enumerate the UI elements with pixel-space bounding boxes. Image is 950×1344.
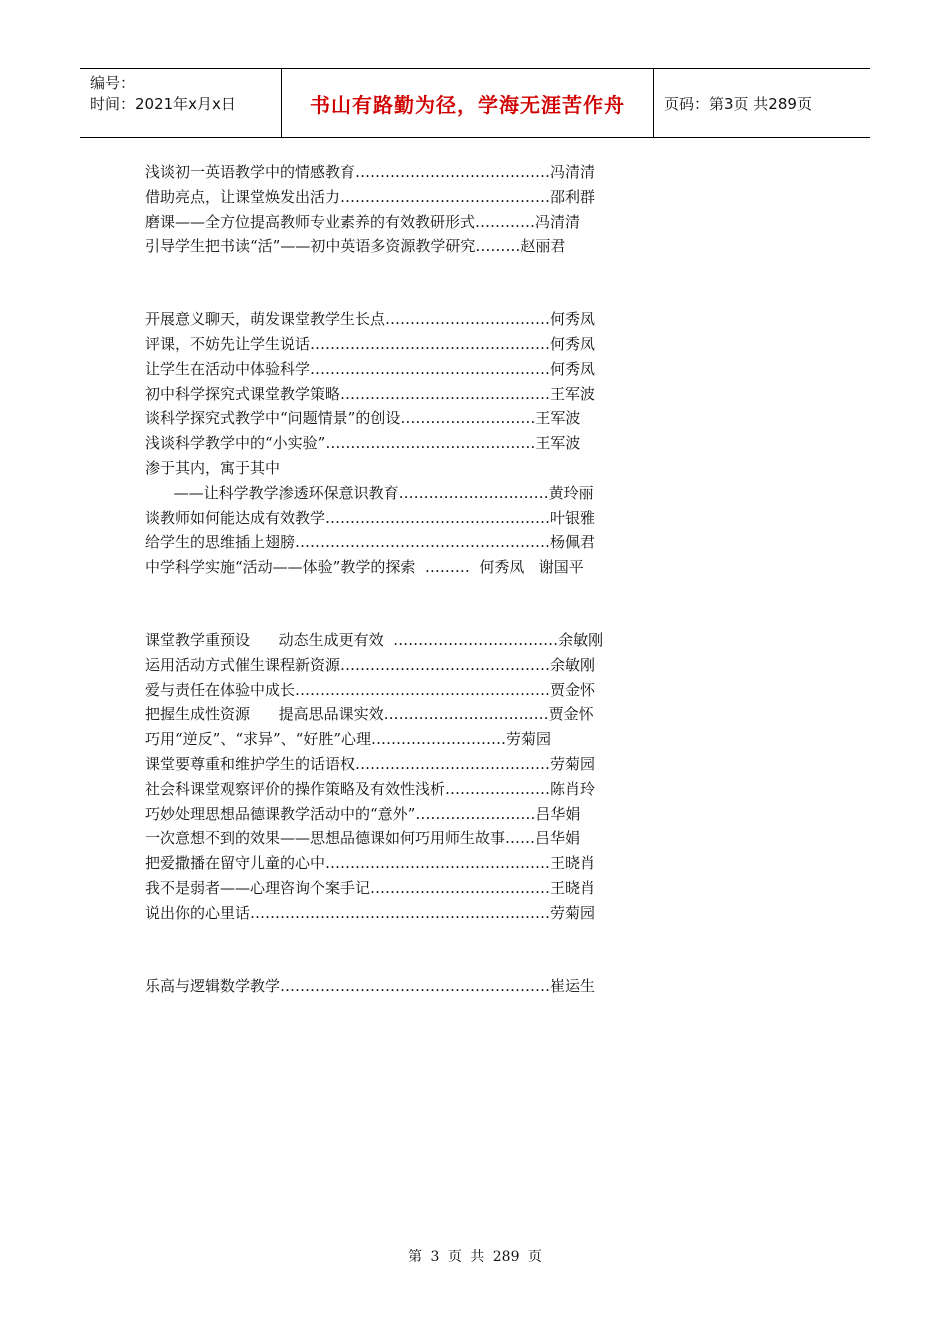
number-label: 编号： bbox=[90, 74, 136, 92]
document-header bbox=[80, 68, 870, 138]
toc-entry: 说出你的心里话……………………………………………………劳菊园 bbox=[145, 903, 596, 922]
toc-entry: 把爱撒播在留守儿童的心中………………………………………王晓肖 bbox=[145, 854, 596, 873]
toc-entry: 巧用“逆反”、“求异”、“好胜”心理………………………劳菊园 bbox=[145, 730, 552, 749]
toc-entry: 磨课——全方位提高教师专业素养的有效教研形式…………冯清清 bbox=[145, 212, 581, 231]
toc-group bbox=[145, 628, 685, 926]
time-label: 时间：2021年x月x日 bbox=[90, 95, 236, 113]
toc-entry: ——让科学教学渗透环保意识教育…………………………黄玲丽 bbox=[145, 483, 594, 502]
toc-entry: 我不是弱者——心理咨询个案手记………………………………王晓肖 bbox=[145, 878, 596, 897]
toc-entry: 谈教师如何能达成有效教学………………………………………叶银雅 bbox=[145, 508, 596, 527]
header-motto-cell bbox=[282, 69, 654, 137]
toc-entry: 让学生在活动中体验科学…………………………………………何秀凤 bbox=[145, 359, 596, 378]
motto-text: 书山有路勤为径，学海无涯苦作舟 bbox=[310, 92, 625, 117]
toc-entry: 引导学生把书读“活”——初中英语多资源教学研究………赵丽君 bbox=[145, 237, 566, 256]
toc-group bbox=[145, 160, 685, 259]
toc-entry: 谈科学探究式教学中“问题情景”的创设………………………王军波 bbox=[145, 409, 581, 428]
toc-entry: 社会科课堂观察评价的操作策略及有效性浅析…………………陈肖玲 bbox=[145, 779, 596, 798]
toc-entry: 中学科学实施“活动——体验”教学的探索 ……… 何秀凤 谢国平 bbox=[145, 558, 584, 577]
toc-group bbox=[145, 974, 685, 999]
toc-entry: 给学生的思维插上翅膀……………………………………………杨佩君 bbox=[145, 533, 596, 552]
toc-entry: 开展意义聊天，萌发课堂教学生长点……………………………何秀凤 bbox=[145, 310, 596, 329]
toc-entry: 爱与责任在体验中成长……………………………………………贾金怀 bbox=[145, 680, 596, 699]
page-info: 页码：第3页 共289页 bbox=[664, 94, 812, 113]
toc-entry: 渗于其内，寓于其中 bbox=[145, 458, 281, 477]
toc-entry: 借助亮点，让课堂焕发出活力……………………………………邵利群 bbox=[145, 187, 596, 206]
header-page-cell bbox=[654, 69, 870, 137]
toc-entry: 浅谈初一英语教学中的情感教育…………………………………冯清清 bbox=[145, 163, 596, 181]
toc-entry: 课堂教学重预设 动态生成更有效 ……………………………余敏刚 bbox=[145, 630, 604, 649]
toc-entry: 浅谈科学教学中的“小实验”……………………………………王军波 bbox=[145, 434, 581, 453]
toc-entry: 把握生成性资源 提高思品课实效……………………………贾金怀 bbox=[145, 705, 594, 724]
toc-group bbox=[145, 307, 685, 580]
table-of-contents bbox=[145, 160, 685, 1046]
toc-entry: 一次意想不到的效果——思想品德课如何巧用师生故事……吕华娟 bbox=[145, 829, 581, 848]
toc-entry: 运用活动方式催生课程新资源……………………………………余敏刚 bbox=[145, 655, 596, 674]
toc-entry: 评课，不妨先让学生说话…………………………………………何秀凤 bbox=[145, 334, 596, 353]
page-footer bbox=[0, 1246, 950, 1266]
toc-entry: 课堂要尊重和维护学生的话语权…………………………………劳菊园 bbox=[145, 754, 596, 773]
toc-entry: 乐高与逻辑数学教学………………………………………………崔运生 bbox=[145, 976, 596, 995]
header-meta-cell bbox=[80, 69, 282, 137]
footer-page-number: 第 3 页 共 289 页 bbox=[408, 1249, 542, 1265]
toc-entry: 初中科学探究式课堂教学策略……………………………………王军波 bbox=[145, 384, 596, 403]
toc-entry: 巧妙处理思想品德课教学活动中的“意外”……………………吕华娟 bbox=[145, 804, 581, 823]
